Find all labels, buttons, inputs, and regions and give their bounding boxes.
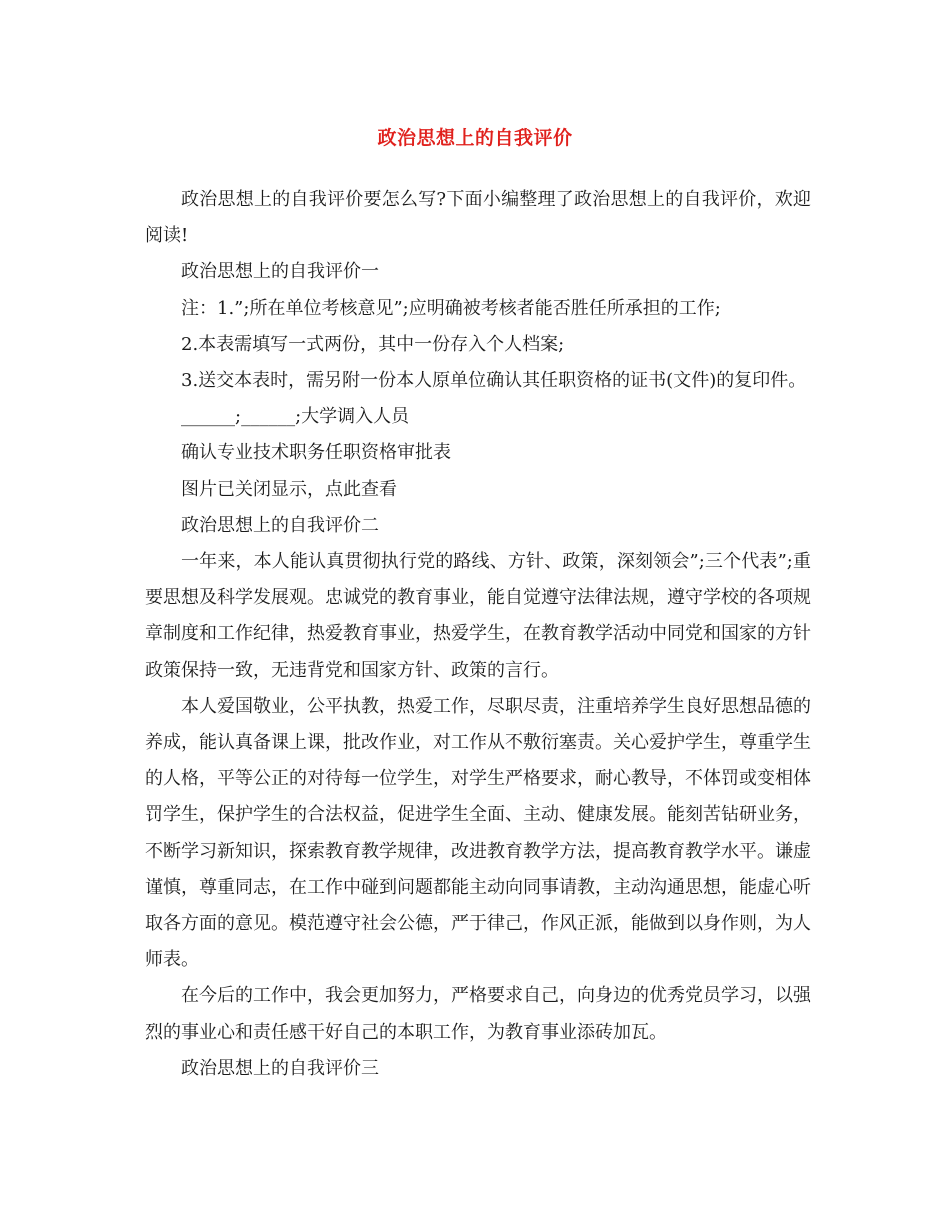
paragraph-two-c: 在今后的工作中，我会更加努力，严格要求自己，向身边的优秀党员学习，以强烈的事业心和责任感干好自己的本职工作，为教育事业添砖加瓦。: [145, 985, 811, 1043]
note-item-1: 注：1.”;所在单位考核意见”;应明确被考核者能否胜任所承担的工作;: [181, 297, 721, 319]
paragraph-intro: 政治思想上的自我评价要怎么写?下面小编整理了政治思想上的自我评价，欢迎阅读!: [145, 189, 811, 247]
section-heading-two: 政治思想上的自我评价二: [181, 514, 379, 536]
paragraph-two-a: 一年来，本人能认真贯彻执行党的路线、方针、政策，深刻领会”;三个代表”;重要思想及科学发展观。忠诚党的教育事业，能自觉遵守法律法规，遵守学校的各项规章制度和工作纪律，热爱教育事业，热爱学生，在教育教学活动中同党和国家的方针政策保持一致，无违背党和国家方针、政策的言行。: [145, 551, 811, 681]
document-title: 政治思想上的自我评价: [377, 127, 573, 149]
note-item-3: 3.送交本表时，需另附一份本人原单位确认其任职资格的证书(文件)的复印件。: [181, 370, 807, 392]
section-heading-three: 政治思想上的自我评价三: [181, 1057, 379, 1079]
document-body: [145, 182, 811, 1087]
image-hidden-notice[interactable]: 图片已关闭显示，点此查看: [181, 478, 397, 500]
section-heading-one: 政治思想上的自我评价一: [181, 261, 379, 283]
blank-fill-line: ______;______;大学调入人员: [181, 406, 410, 428]
form-title-line: 确认专业技术职务任职资格审批表: [181, 442, 451, 464]
paragraph-two-b: 本人爱国敬业，公平执教，热爱工作，尽职尽责，注重培养学生良好思想品德的养成，能认真备课上课，批改作业，对工作从不敷衍塞责。关心爱护学生，尊重学生的人格，平等公正的对待每一位学生，对学生严格要求，耐心教导，不体罚或变相体罚学生，保护学生的合法权益，促进学生全面、主动、健康发展。能刻苦钻研业务，不断学习新知识，探索教育教学规律，改进教育教学方法，提高教育教学水平。谦虚谨慎，尊重同志，在工作中碰到问题都能主动向同事请教，主动沟通思想，能虚心听取各方面的意见。模范遵守社会公德，严于律己，作风正派，能做到以身作则，为人师表。: [145, 695, 811, 971]
note-item-2: 2.本表需填写一式两份，其中一份存入个人档案;: [181, 333, 565, 355]
